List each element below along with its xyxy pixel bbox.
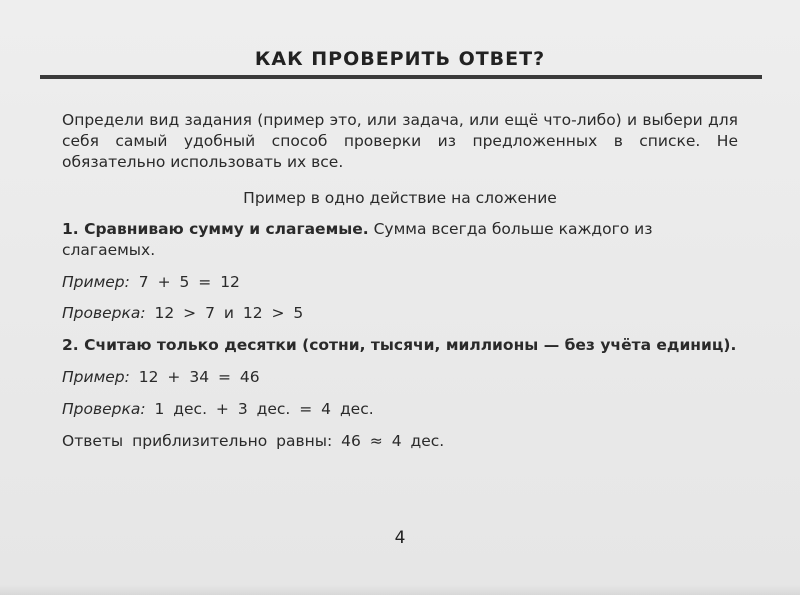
method-2-check-value: 1 дес. + 3 дес. = 4 дес. xyxy=(145,400,374,419)
method-1-check-label: Проверка: xyxy=(62,304,146,323)
section-title: Пример в одно действие на сложение xyxy=(243,188,557,207)
answer-line: Ответы приблизительно равны: 46 ≈ 4 дес. xyxy=(62,432,445,451)
title-underline xyxy=(40,75,762,79)
method-2-rule xyxy=(62,335,738,356)
page-number: 4 xyxy=(394,528,406,548)
method-2-title: 2. Считаю только десятки (сотни, тысячи, миллионы — без учёта единиц). xyxy=(62,336,737,355)
method-1-rule xyxy=(62,219,738,261)
method-1-check-value: 12 > 7 и 12 > 5 xyxy=(145,304,304,323)
method-1-example-value: 7 + 5 = 12 xyxy=(129,272,240,291)
method-1-check xyxy=(62,303,738,324)
method-1-title: 1. Сравниваю сумму и слагаемые. xyxy=(62,219,369,238)
intro-paragraph: Определи вид задания (пример это, или задача, или ещё что-либо) и выбери для себя самый удобный способ проверки из предложенных в списке. Не обязательно использовать их все. xyxy=(62,111,738,171)
method-1-description: Сумма всегда больше каждого из слагаемых. xyxy=(62,219,653,259)
method-1-example xyxy=(62,272,738,293)
method-2-check-label: Проверка: xyxy=(62,400,146,419)
page-bottom-edge xyxy=(0,585,800,595)
page-content xyxy=(62,110,738,463)
method-2-example-label: Пример: xyxy=(62,368,130,387)
method-2-check xyxy=(62,399,738,420)
method-2-example xyxy=(62,367,738,388)
method-1-example-label: Пример: xyxy=(62,272,130,291)
method-2-example-value: 12 + 34 = 46 xyxy=(129,368,260,387)
page-title: КАК ПРОВЕРИТЬ ОТВЕТ? xyxy=(254,48,546,70)
